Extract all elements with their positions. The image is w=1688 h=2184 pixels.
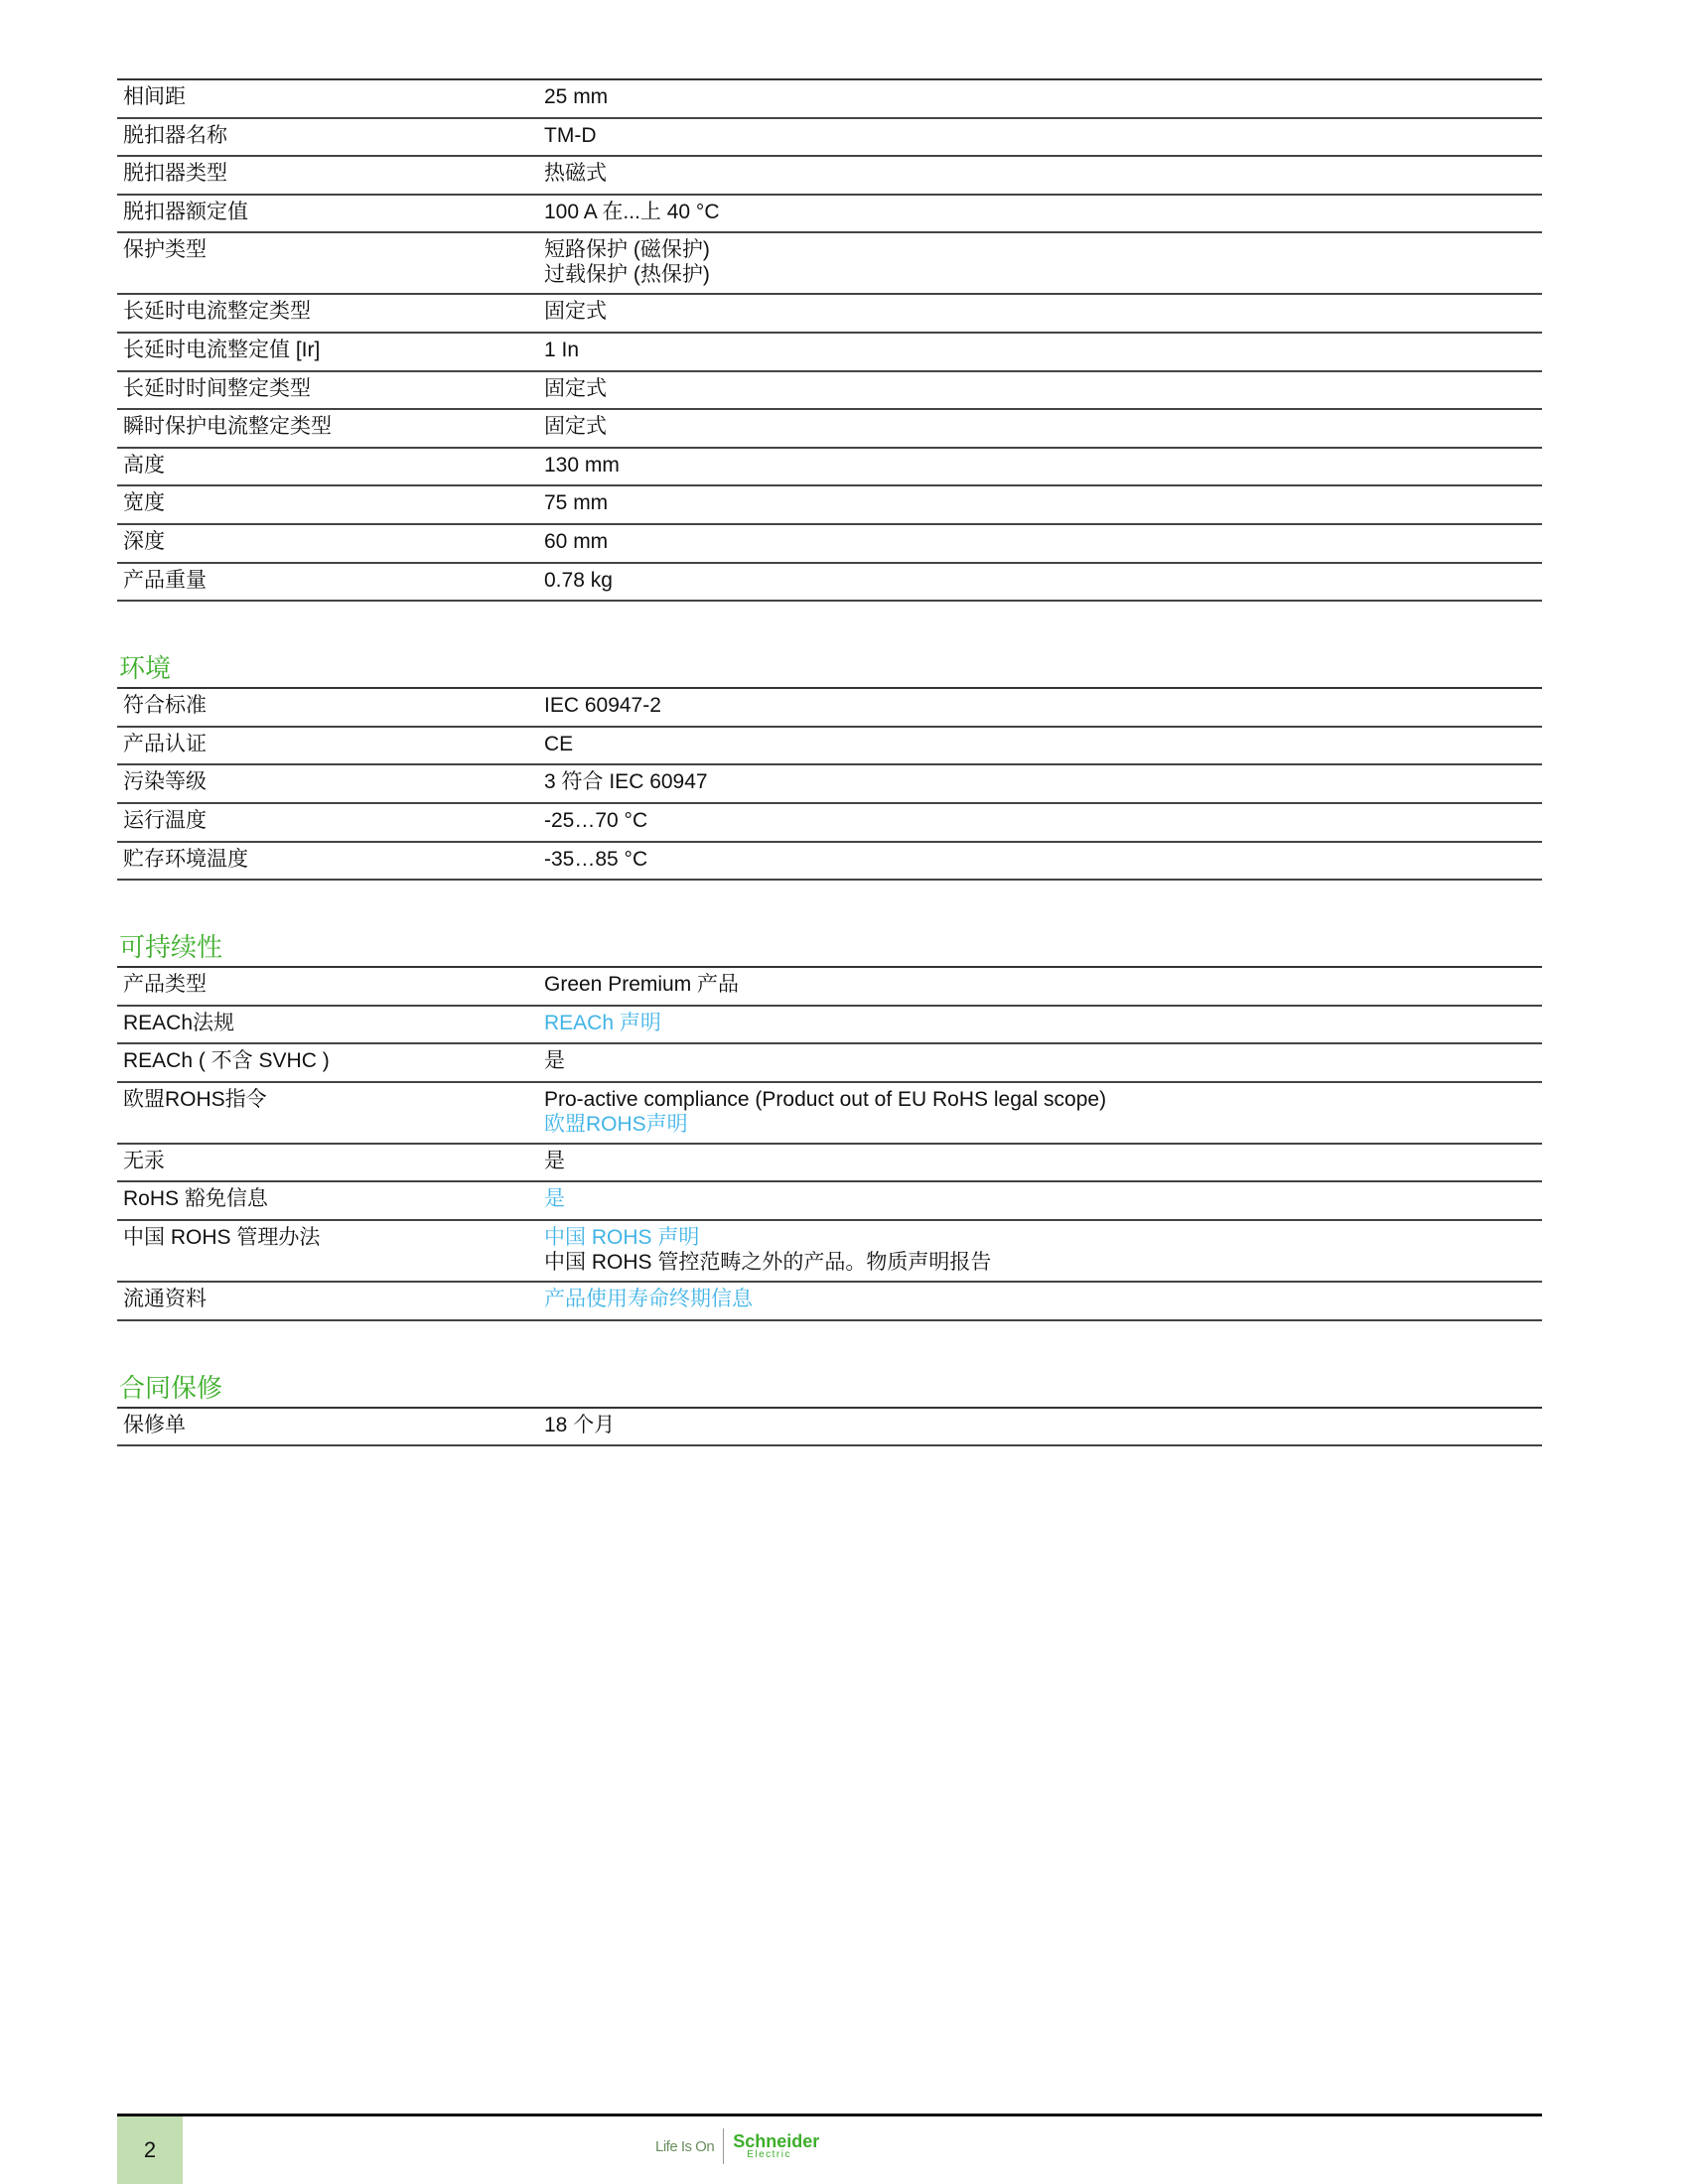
- row-label: 运行温度: [123, 808, 207, 832]
- table-row: [117, 372, 1542, 411]
- value-text: 0.78 kg: [544, 568, 613, 592]
- table-row: [117, 1083, 1542, 1145]
- spec-section: [117, 881, 1542, 1321]
- value-text: 100 A 在...上 40 °C: [544, 200, 720, 223]
- row-label: 长延时电流整定类型: [123, 300, 311, 324]
- table-row: [117, 843, 1542, 882]
- table-row: [117, 1182, 1542, 1221]
- value-text: 短路保护 (磁保护): [544, 238, 710, 262]
- row-label: 高度: [123, 453, 165, 477]
- spec-section: [117, 602, 1542, 881]
- value-text: 固定式: [544, 376, 607, 400]
- row-label: 保护类型: [123, 238, 207, 262]
- table-row: [117, 1044, 1542, 1083]
- value-text: -25…70 °C: [544, 808, 648, 832]
- table-row: [117, 119, 1542, 158]
- section-title: 可持续性: [119, 932, 223, 963]
- row-label: 长延时时间整定类型: [123, 376, 311, 400]
- value-text: Green Premium 产品: [544, 973, 740, 997]
- row-label: RoHS 豁免信息: [123, 1187, 268, 1211]
- page-number: 2: [143, 2137, 157, 2162]
- value-text: 1 In: [544, 338, 580, 361]
- value-text: 热磁式: [544, 162, 607, 186]
- section-title: 环境: [119, 653, 172, 684]
- row-value: [544, 728, 1542, 764]
- table-row: [117, 1221, 1542, 1283]
- row-value: [544, 119, 1542, 156]
- value-link[interactable]: REACh 声明: [544, 1011, 661, 1034]
- row-value: [544, 765, 1542, 802]
- row-label: 欧盟ROHS指令: [123, 1087, 267, 1111]
- row-label: 污染等级: [123, 770, 207, 794]
- table-row: [117, 765, 1542, 804]
- row-value: [544, 486, 1542, 523]
- row-value: [544, 410, 1542, 447]
- row-label: 相间距: [123, 85, 186, 108]
- brand-mark: [733, 2132, 819, 2160]
- row-value: [544, 1083, 1542, 1143]
- row-value: [544, 1221, 1542, 1281]
- value-link[interactable]: 欧盟ROHS声明: [544, 1112, 688, 1136]
- row-value: [544, 525, 1542, 562]
- row-label: 长延时电流整定值 [Ir]: [123, 338, 321, 361]
- row-value: [544, 968, 1542, 1005]
- footer-divider: [117, 2114, 1542, 2116]
- table-row: [117, 689, 1542, 728]
- value-text: 中国 ROHS 管控范畴之外的产品。物质声明报告: [544, 1251, 992, 1275]
- table-row: [117, 968, 1542, 1007]
- value-text: Pro-active compliance (Product out of EU RoHS legal scope): [544, 1087, 1107, 1111]
- section-heading: [117, 1321, 1542, 1409]
- table-row: [117, 525, 1542, 564]
- row-label: 脱扣器名称: [123, 123, 227, 147]
- row-label: 中国 ROHS 管理办法: [123, 1226, 321, 1250]
- row-value: [544, 1283, 1542, 1319]
- row-label: REACh法规: [123, 1011, 235, 1034]
- table-row: [117, 80, 1542, 119]
- value-text: 25 mm: [544, 85, 609, 108]
- row-value: [544, 80, 1542, 117]
- brand-sub: Electric: [747, 2149, 791, 2160]
- row-value: [544, 295, 1542, 332]
- row-value: [544, 564, 1542, 601]
- page-number-box: [117, 2116, 183, 2184]
- row-label: 脱扣器额定值: [123, 200, 248, 223]
- value-text: 是: [544, 1049, 565, 1073]
- table-row: [117, 564, 1542, 603]
- row-value: [544, 843, 1542, 880]
- value-link[interactable]: 是: [544, 1187, 565, 1211]
- value-text: CE: [544, 732, 574, 755]
- row-value: [544, 334, 1542, 370]
- row-label: 脱扣器类型: [123, 162, 227, 186]
- table-row: [117, 449, 1542, 487]
- section-heading: [117, 881, 1542, 968]
- row-value: [544, 1044, 1542, 1081]
- table-row: [117, 728, 1542, 766]
- spec-document: [117, 78, 1542, 1446]
- logo-tagline: Life Is On: [655, 2137, 715, 2155]
- row-value: [544, 1182, 1542, 1219]
- row-label: 贮存环境温度: [123, 847, 248, 871]
- value-text: 是: [544, 1149, 565, 1172]
- section-title: 合同保修: [119, 1372, 223, 1403]
- value-text: TM-D: [544, 123, 597, 147]
- table-row: [117, 410, 1542, 449]
- table-row: [117, 334, 1542, 372]
- row-label: REACh ( 不含 SVHC ): [123, 1049, 330, 1073]
- row-label: 产品类型: [123, 973, 207, 997]
- row-label: 产品重量: [123, 568, 207, 592]
- brand-name: Schneider: [733, 2131, 820, 2151]
- table-row: [117, 1007, 1542, 1045]
- row-value: [544, 1409, 1542, 1445]
- row-value: [544, 1145, 1542, 1181]
- table-row: [117, 295, 1542, 334]
- value-text: 18 个月: [544, 1413, 616, 1436]
- row-value: [544, 196, 1542, 232]
- schneider-logo: [655, 2126, 819, 2166]
- value-text: 3 符合 IEC 60947: [544, 770, 708, 794]
- value-text: IEC 60947-2: [544, 694, 661, 718]
- row-label: 符合标准: [123, 694, 207, 718]
- table-row: [117, 233, 1542, 295]
- value-text: 固定式: [544, 415, 607, 439]
- row-label: 产品认证: [123, 732, 207, 755]
- value-text: 过载保护 (热保护): [544, 263, 710, 287]
- row-value: [544, 157, 1542, 194]
- spec-section: [117, 78, 1542, 602]
- value-text: -35…85 °C: [544, 847, 648, 871]
- row-value: [544, 449, 1542, 485]
- table-row: [117, 196, 1542, 234]
- spec-section: [117, 1321, 1542, 1447]
- row-value: [544, 372, 1542, 409]
- row-label: 保修单: [123, 1413, 186, 1436]
- row-label: 宽度: [123, 491, 165, 515]
- row-label: 瞬时保护电流整定类型: [123, 415, 332, 439]
- row-value: [544, 1007, 1542, 1043]
- row-label: 无汞: [123, 1149, 165, 1172]
- value-link[interactable]: 中国 ROHS 声明: [544, 1226, 700, 1250]
- table-row: [117, 486, 1542, 525]
- value-text: 固定式: [544, 300, 607, 324]
- table-row: [117, 1145, 1542, 1183]
- table-row: [117, 157, 1542, 196]
- table-row: [117, 1283, 1542, 1321]
- value-text: 60 mm: [544, 529, 609, 553]
- row-label: 深度: [123, 529, 165, 553]
- logo-divider: [723, 2128, 724, 2164]
- row-label: 流通资料: [123, 1288, 207, 1311]
- value-text: 130 mm: [544, 453, 620, 477]
- table-row: [117, 804, 1542, 843]
- table-row: [117, 1409, 1542, 1447]
- section-heading: [117, 602, 1542, 689]
- value-link[interactable]: 产品使用寿命终期信息: [544, 1288, 753, 1311]
- row-value: [544, 689, 1542, 726]
- value-text: 75 mm: [544, 491, 609, 515]
- row-value: [544, 233, 1542, 293]
- row-value: [544, 804, 1542, 841]
